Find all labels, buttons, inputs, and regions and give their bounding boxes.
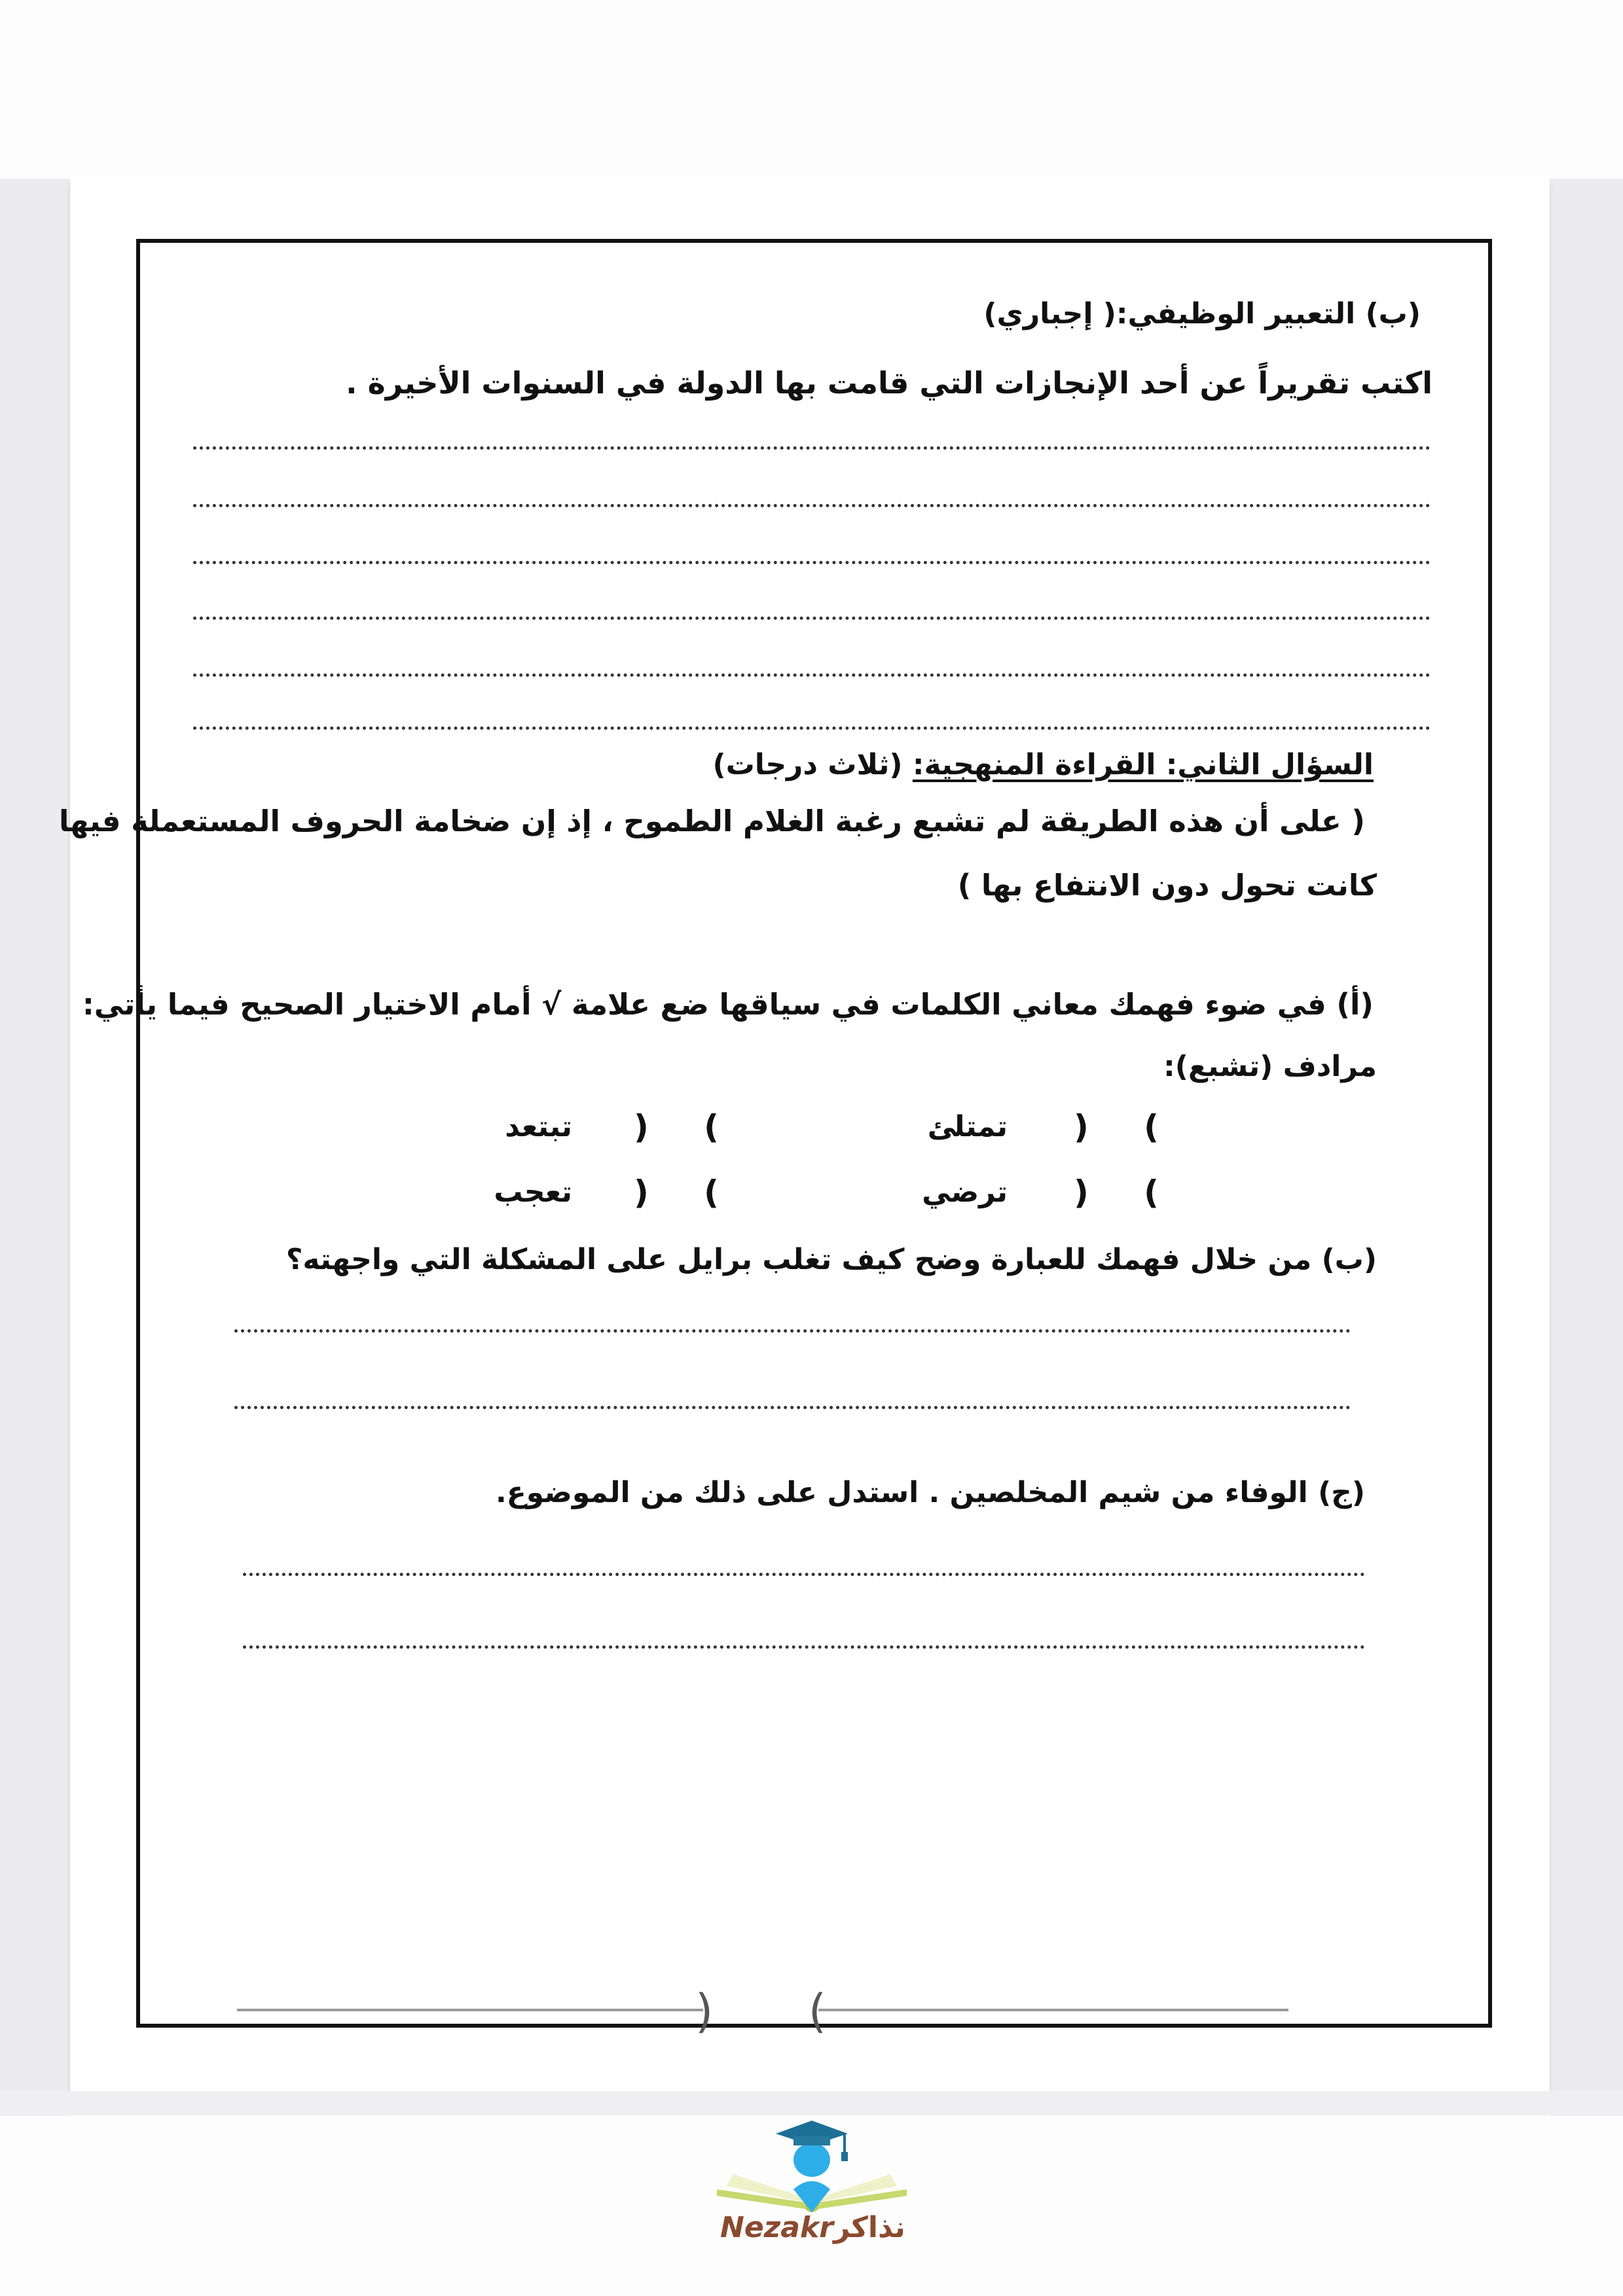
part-b-question: (ب) من خلال فهمك للعبارة وضح كيف تغلب برايل على المشكلة التي واجهته؟ [285,1243,1377,1276]
footer-line-left [237,2009,703,2011]
quote-line-2: كانت تحول دون الانتفاع بها ) [957,868,1377,903]
answer-line[interactable] [234,1406,1351,1409]
page-bottom-band [0,2091,1623,2115]
footer-line-right [818,2009,1288,2011]
paren-open: ) [634,1174,649,1211]
option-1-label: تمتلئ [927,1110,1008,1143]
synonym-label: مرادف (تشبع): [1163,1050,1377,1083]
answer-line[interactable] [193,726,1431,730]
option-3-checkbox[interactable] [1074,1176,1159,1209]
answer-line[interactable] [193,504,1431,507]
paren-open: ) [634,1108,649,1146]
answer-line[interactable] [193,561,1431,564]
nezakr-logo [714,2114,910,2245]
paren-close: ( [808,1984,826,2038]
option-1-checkbox[interactable] [1074,1108,1159,1146]
right-margin [1550,179,1623,2116]
paren-open: ) [695,1984,714,2038]
option-2-label: تبتعد [505,1110,572,1143]
answer-line[interactable] [243,1573,1365,1576]
answer-line[interactable] [193,446,1431,450]
paren-open: ) [1074,1174,1089,1211]
option-2-checkbox[interactable] [634,1108,719,1146]
logo-text: Nezakrنذاكر [720,2211,905,2244]
answer-line[interactable] [234,1329,1351,1333]
answer-line[interactable] [193,617,1431,620]
option-4-label: تعجب [494,1175,572,1209]
question-two-heading: السؤال الثاني: القراءة المنهجية: [912,748,1374,781]
question-two-marks: (ثلاث درجات) [712,748,903,781]
part-c-question: (ج) الوفاء من شيم المخلصين . استدل على ذلك من الموضوع. [495,1476,1365,1509]
paren-close: ( [704,1108,719,1146]
expression-title: (ب) التعبير الوظيفي:( إجباري) [983,297,1421,331]
question-two-title [712,748,1374,781]
option-3-label: ترضي [922,1175,1008,1209]
answer-line[interactable] [243,1645,1365,1649]
answer-line[interactable] [193,673,1431,677]
page-number-bracket [695,1984,826,2038]
paren-close: ( [1144,1108,1159,1146]
paren-close: ( [704,1174,719,1211]
part-a-question: (أ) في ضوء فهمك معاني الكلمات في سياقها ضع علامة √ أمام الاختيار الصحيح فيما يأتي: [82,987,1374,1022]
quote-line-1: ( على أن هذه الطريقة لم تشبع رغبة الغلام الطموح ، إذ إن ضخامة الحروف المستعملة فيها [58,804,1365,838]
left-margin [0,179,70,2116]
paren-close: ( [1144,1174,1159,1211]
option-4-checkbox[interactable] [634,1176,719,1209]
expression-instruction: اكتب تقريراً عن أحد الإنجازات التي قامت بها الدولة في السنوات الأخيرة . [346,365,1432,401]
paren-open: ) [1074,1108,1089,1146]
